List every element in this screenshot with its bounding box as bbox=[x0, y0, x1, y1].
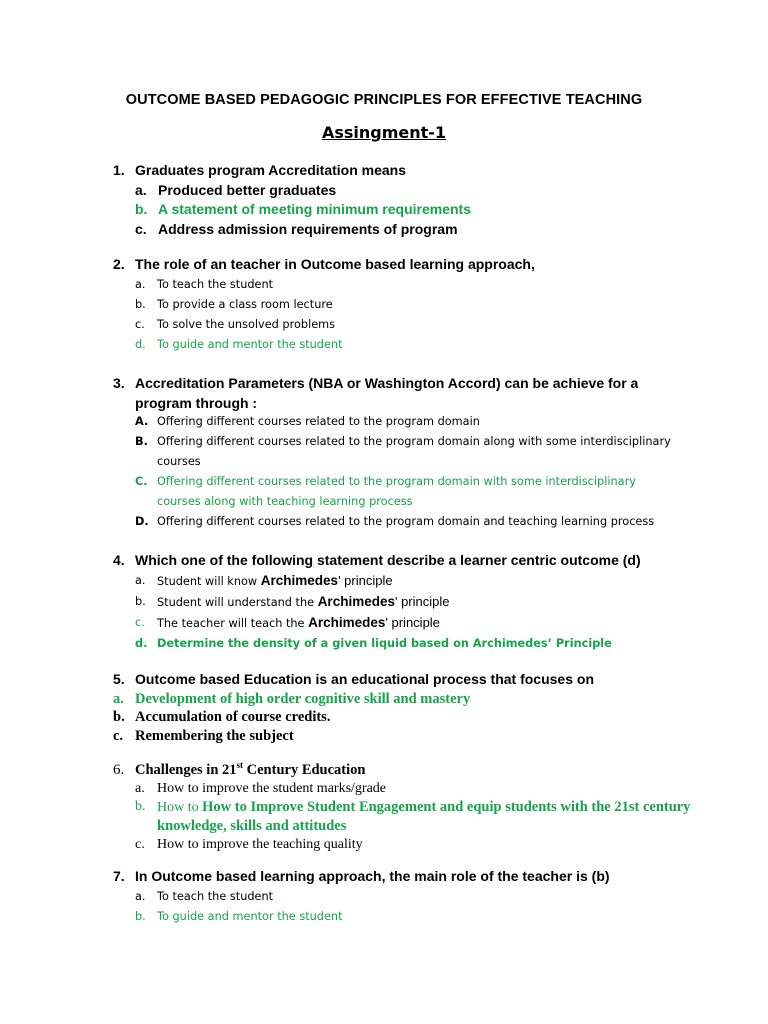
question-2 bbox=[113, 255, 673, 355]
option-correct: C. Offering different courses related to the program domain with some interdisciplinary courses along with teaching learning process bbox=[135, 475, 636, 508]
option-correct: b. How to How to Improve Student Engagement and equip students with the 21st century knowledge, skills and attitudes bbox=[135, 799, 691, 834]
option: b. Student will understand the Archimedes' principle bbox=[135, 593, 450, 609]
question-3 bbox=[113, 374, 643, 413]
question-1-text: 1. Graduates program Accreditation means bbox=[113, 162, 407, 178]
question-6 bbox=[113, 760, 693, 854]
option-correct: d. To guide and mentor the student bbox=[135, 337, 343, 351]
option: c. To solve the unsolved problems bbox=[135, 317, 336, 331]
document-title: OUTCOME BASED PEDAGOGIC PRINCIPLES FOR EFFECTIVE TEACHING bbox=[125, 92, 643, 108]
option: a. To teach the student bbox=[135, 889, 274, 903]
option: A. Offering different courses related to the program domain bbox=[135, 415, 480, 428]
option: c. How to improve the teaching quality bbox=[135, 837, 363, 852]
question-4 bbox=[113, 551, 673, 654]
question-3-text: 3. Accreditation Parameters (NBA or Washington Accord) can be achieve for a program through : bbox=[113, 375, 639, 411]
option: a. How to improve the student marks/grade bbox=[135, 781, 387, 796]
option: a. To teach the student bbox=[135, 277, 274, 291]
assignment-heading: Assingment-1 bbox=[321, 123, 447, 142]
question-7-text: 7. In Outcome based learning approach, the main role of the teacher is (b) bbox=[113, 868, 610, 884]
option: c. Remembering the subject bbox=[113, 727, 294, 744]
option: b. Accumulation of course credits. bbox=[113, 709, 331, 725]
question-4-text: 4. Which one of the following statement describe a learner centric outcome (d) bbox=[113, 552, 641, 568]
question-5-text: 5. Outcome based Education is an educational process that focuses on bbox=[113, 671, 594, 687]
option-correct: d. Determine the density of a given liquid based on Archimedes’ Principle bbox=[135, 636, 612, 650]
question-3-options bbox=[113, 412, 673, 532]
question-2-text: 2. The role of an teacher in Outcome based learning approach, bbox=[113, 256, 535, 272]
question-1 bbox=[113, 161, 673, 239]
option: b. To provide a class room lecture bbox=[135, 297, 333, 311]
option: a. Produced better graduates bbox=[135, 181, 337, 198]
option: D. Offering different courses related to the program domain and teaching learning process bbox=[135, 515, 655, 528]
question-7 bbox=[113, 867, 673, 927]
option: B. Offering different courses related to the program domain along with some interdisciplinary courses bbox=[135, 435, 671, 468]
option: c. Address admission requirements of program bbox=[135, 220, 458, 237]
question-5 bbox=[113, 670, 673, 745]
question-6-text: 6. Challenges in 21st Century Education bbox=[113, 760, 366, 778]
option-correct: a. Development of high order cognitive skill and mastery bbox=[113, 690, 471, 707]
option: c. The teacher will teach the Archimedes' principle bbox=[135, 614, 440, 630]
option-correct: b. To guide and mentor the student bbox=[135, 909, 343, 923]
option: a. Student will know Archimedes' principle bbox=[135, 572, 393, 588]
option-correct: b. A statement of meeting minimum requirements bbox=[135, 201, 471, 217]
